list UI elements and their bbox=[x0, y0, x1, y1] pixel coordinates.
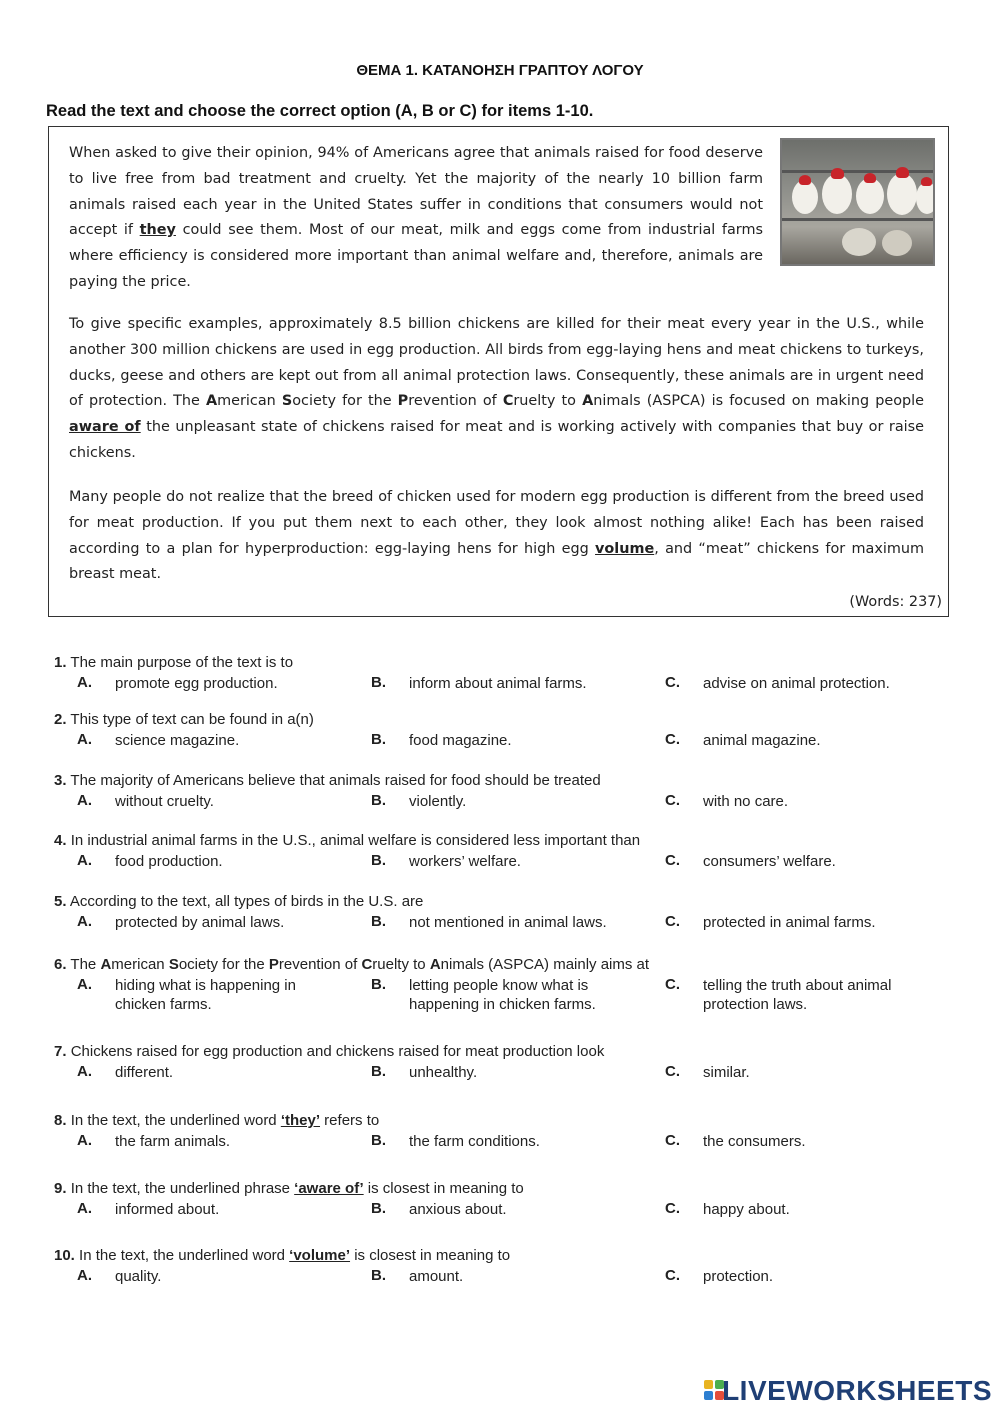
underlined-volume: volume bbox=[595, 540, 655, 557]
underlined-aware-of: aware of bbox=[69, 419, 141, 436]
passage-paragraph-3: Many people do not realize that the breed of chicken used for modern egg production is different from the breed used for meat production. If you put them next to each other, they look almost nothing alike! Each has been raised according to a plan for hyperproduction: egg-laying hens for high egg volume, and “meat” chickens for maximum breast meat. bbox=[69, 489, 924, 583]
reading-passage-box bbox=[48, 126, 949, 617]
passage-paragraph-1: When asked to give their opinion, 94% of Americans agree that animals raised for food deserve to live free from bad treatment and cruelty. Yet the majority of the nearly 10 billion farm animals raised each year in the United States suffer in conditions that consumers would not accept if they could see them. Most of our meat, milk and eggs come from industrial farms where efficiency is considered more important than animal welfare and, therefore, animals are paying the price. bbox=[69, 145, 763, 290]
page-title: ΘΕΜΑ 1. ΚΑΤΑΝΟΗΣΗ ΓΡΑΠΤΟΥ ΛΟΓΟΥ bbox=[356, 62, 644, 79]
word-count: (Words: 237) bbox=[849, 594, 942, 610]
underlined-they: they bbox=[139, 222, 176, 239]
instructions: Read the text and choose the correct option (A, B or C) for items 1-10. bbox=[46, 102, 594, 120]
passage-paragraph-2: To give specific examples, approximately 8.5 billion chickens are killed for their meat every year in the U.S., while another 300 million chickens are used in egg production. All birds from egg-laying hens and meat chickens to turkeys, ducks, geese and others are kept out from all animal protection laws. Consequently, these animals are in urgent need of protection. The American Society for the Prevention of Cruelty to Animals (ASPCA) is focused on making people aware of the unpleasant state of chickens raised for meat and is working actively with companies that buy or raise chickens. bbox=[69, 316, 925, 461]
liveworksheets-brand[interactable]: LIVEWORKSHEETS bbox=[722, 1375, 992, 1406]
chickens-photo bbox=[780, 138, 935, 266]
